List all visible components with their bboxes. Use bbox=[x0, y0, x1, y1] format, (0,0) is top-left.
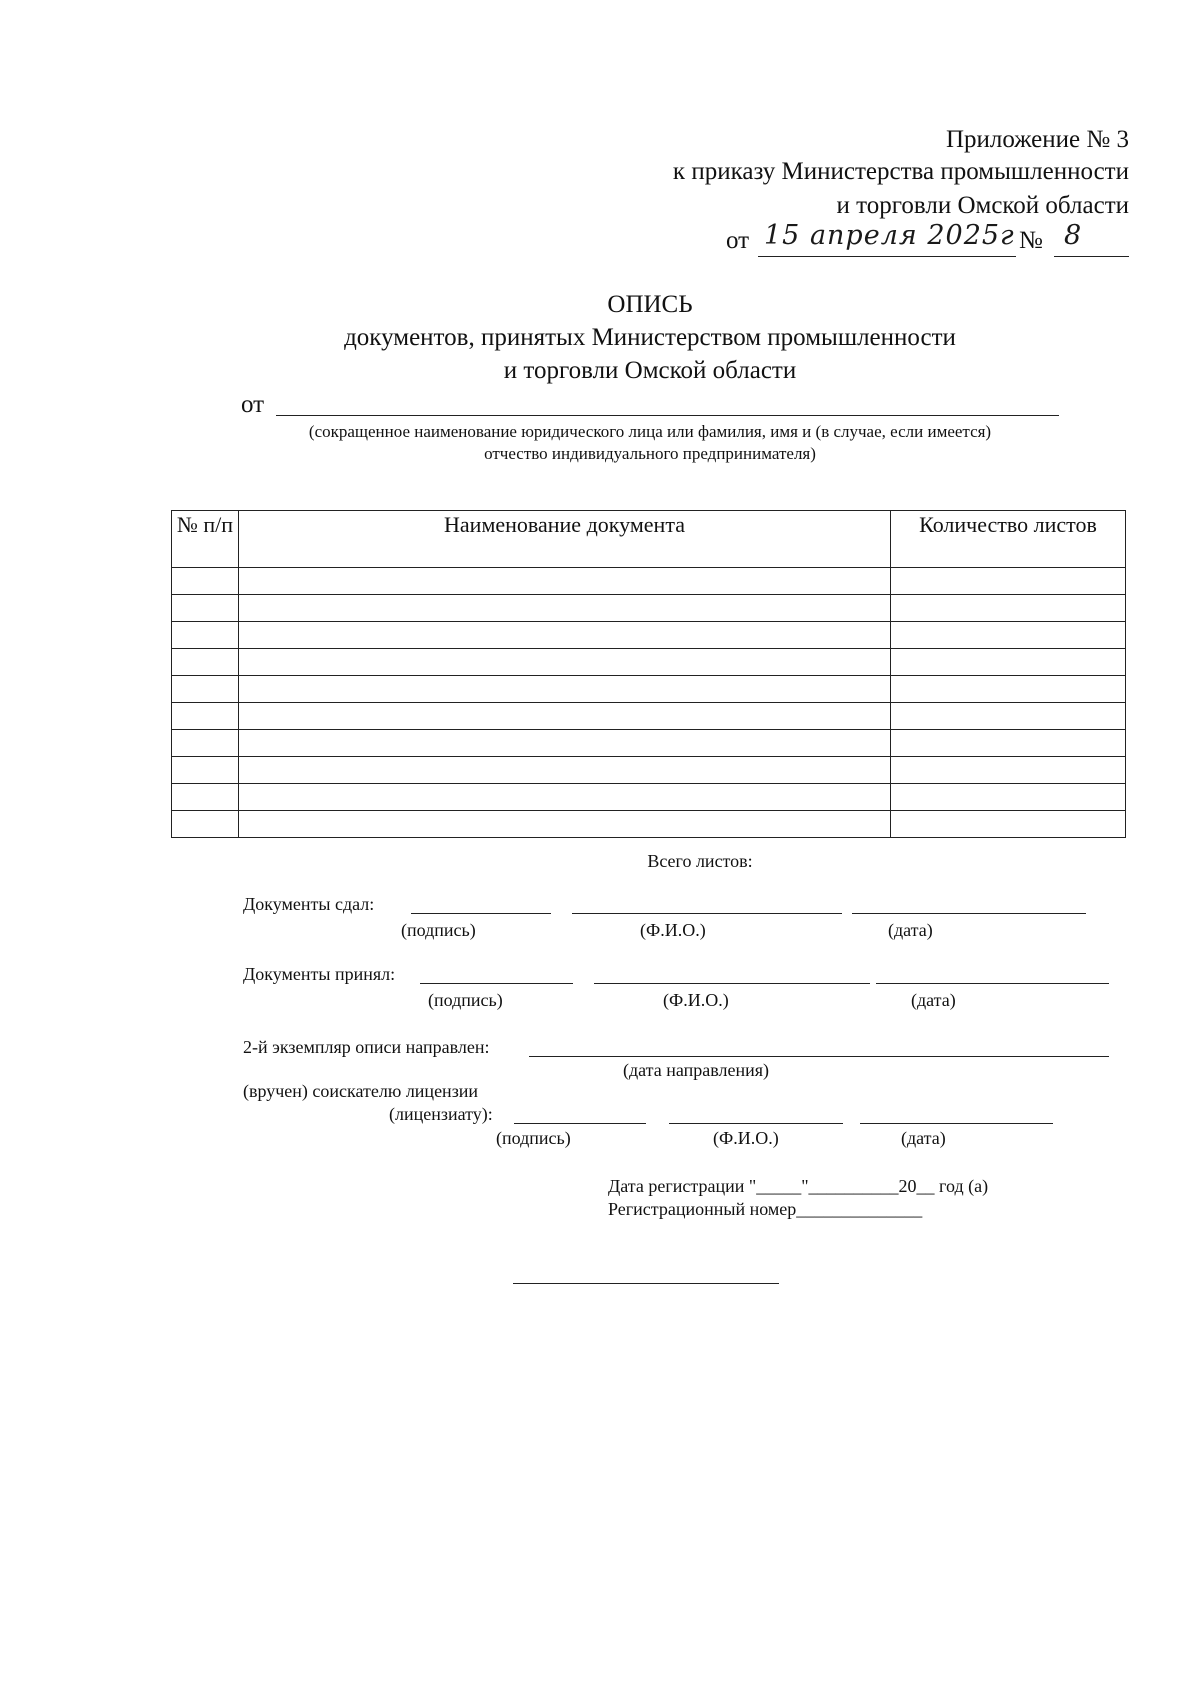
cell-document-name bbox=[239, 730, 891, 757]
copy-signature-line bbox=[514, 1123, 646, 1124]
cell-document-name bbox=[239, 703, 891, 730]
document-subtitle-2: и торговли Омской области bbox=[503, 357, 797, 384]
table-row bbox=[172, 703, 1126, 730]
cell-sheet-count bbox=[891, 622, 1126, 649]
cell-document-name bbox=[239, 595, 891, 622]
from-label: от bbox=[241, 391, 265, 418]
documents-table bbox=[171, 510, 1126, 838]
copy-date-line bbox=[860, 1123, 1053, 1124]
order-reference: к приказу Министерства промышленности bbox=[672, 158, 1129, 185]
table-row bbox=[172, 595, 1126, 622]
table-row bbox=[172, 649, 1126, 676]
order-number-handwritten: 8 bbox=[1064, 220, 1083, 251]
ministry-name: и торговли Омской области bbox=[836, 192, 1129, 219]
cell-sheet-count bbox=[891, 649, 1126, 676]
registration-number: Регистрационный номер______________ bbox=[608, 1199, 923, 1219]
cell-number bbox=[172, 730, 239, 757]
cell-sheet-count bbox=[891, 811, 1126, 838]
cell-document-name bbox=[239, 784, 891, 811]
handed-fio-hint: (Ф.И.О.) bbox=[640, 920, 706, 940]
received-label: Документы принял: bbox=[243, 964, 396, 984]
handed-label: Документы сдал: bbox=[243, 894, 375, 914]
order-date-handwritten: 15 апреля 2025г bbox=[764, 220, 1015, 251]
table-row bbox=[172, 811, 1126, 838]
order-number-line bbox=[1054, 256, 1129, 257]
copy-fio-hint: (Ф.И.О.) bbox=[713, 1128, 779, 1148]
received-date-line bbox=[876, 983, 1109, 984]
cell-sheet-count bbox=[891, 568, 1126, 595]
cell-number bbox=[172, 595, 239, 622]
cell-number bbox=[172, 784, 239, 811]
document-title: ОПИСЬ bbox=[607, 291, 693, 318]
table-row bbox=[172, 676, 1126, 703]
received-signature-hint: (подпись) bbox=[428, 990, 503, 1010]
copy-sent-label: 2-й экземпляр описи направлен: bbox=[243, 1037, 490, 1057]
received-signature-line bbox=[420, 983, 573, 984]
cell-number bbox=[172, 622, 239, 649]
cell-document-name bbox=[239, 568, 891, 595]
document-subtitle-1: документов, принятых Министерством промышленности bbox=[344, 324, 956, 351]
received-fio-hint: (Ф.И.О.) bbox=[663, 990, 729, 1010]
registration-date: Дата регистрации "_____"__________20__ год (а) bbox=[608, 1176, 989, 1196]
copy-licensee-label: (лицензиату): bbox=[389, 1104, 493, 1124]
handed-date-hint: (дата) bbox=[888, 920, 933, 940]
table-header-row bbox=[172, 511, 1126, 568]
col-number-header: № п/п bbox=[172, 511, 239, 568]
cell-number bbox=[172, 649, 239, 676]
from-hint-2: отчество индивидуального предпринимателя) bbox=[484, 444, 816, 463]
from-entity-line bbox=[276, 415, 1059, 416]
cell-sheet-count bbox=[891, 757, 1126, 784]
cell-document-name bbox=[239, 622, 891, 649]
received-fio-line bbox=[594, 983, 870, 984]
col-sheet-count-header: Количество листов bbox=[891, 511, 1126, 568]
handed-date-line bbox=[852, 913, 1086, 914]
header-number-label: № bbox=[1019, 227, 1043, 254]
copy-sent-date-line bbox=[529, 1056, 1109, 1057]
copy-date-hint: (дата) bbox=[901, 1128, 946, 1148]
cell-number bbox=[172, 703, 239, 730]
cell-document-name bbox=[239, 811, 891, 838]
cell-number bbox=[172, 757, 239, 784]
appendix-number: Приложение № 3 bbox=[945, 126, 1129, 153]
table-row bbox=[172, 622, 1126, 649]
cell-sheet-count bbox=[891, 730, 1126, 757]
col-document-name-header: Наименование документа bbox=[239, 511, 891, 568]
total-sheets-label: Всего листов: bbox=[647, 851, 753, 871]
cell-sheet-count bbox=[891, 703, 1126, 730]
table-row bbox=[172, 568, 1126, 595]
from-hint-1: (сокращенное наименование юридического лица или фамилия, имя и (в случае, если имеется) bbox=[308, 422, 992, 441]
cell-sheet-count bbox=[891, 595, 1126, 622]
handed-fio-line bbox=[572, 913, 842, 914]
cell-sheet-count bbox=[891, 784, 1126, 811]
received-date-hint: (дата) bbox=[911, 990, 956, 1010]
header-from-label: от bbox=[726, 227, 750, 254]
cell-sheet-count bbox=[891, 676, 1126, 703]
copy-fio-line bbox=[669, 1123, 843, 1124]
closing-rule bbox=[513, 1283, 779, 1284]
cell-number bbox=[172, 676, 239, 703]
copy-sent-date-hint: (дата направления) bbox=[623, 1060, 770, 1080]
cell-number bbox=[172, 811, 239, 838]
copy-signature-hint: (подпись) bbox=[496, 1128, 571, 1148]
cell-number bbox=[172, 568, 239, 595]
table-row bbox=[172, 730, 1126, 757]
cell-document-name bbox=[239, 757, 891, 784]
table-row bbox=[172, 784, 1126, 811]
copy-handed-label: (вручен) соискателю лицензии bbox=[243, 1081, 479, 1101]
handed-signature-hint: (подпись) bbox=[401, 920, 476, 940]
cell-document-name bbox=[239, 649, 891, 676]
order-date-line bbox=[758, 256, 1016, 257]
cell-document-name bbox=[239, 676, 891, 703]
handed-signature-line bbox=[411, 913, 551, 914]
table-row bbox=[172, 757, 1126, 784]
